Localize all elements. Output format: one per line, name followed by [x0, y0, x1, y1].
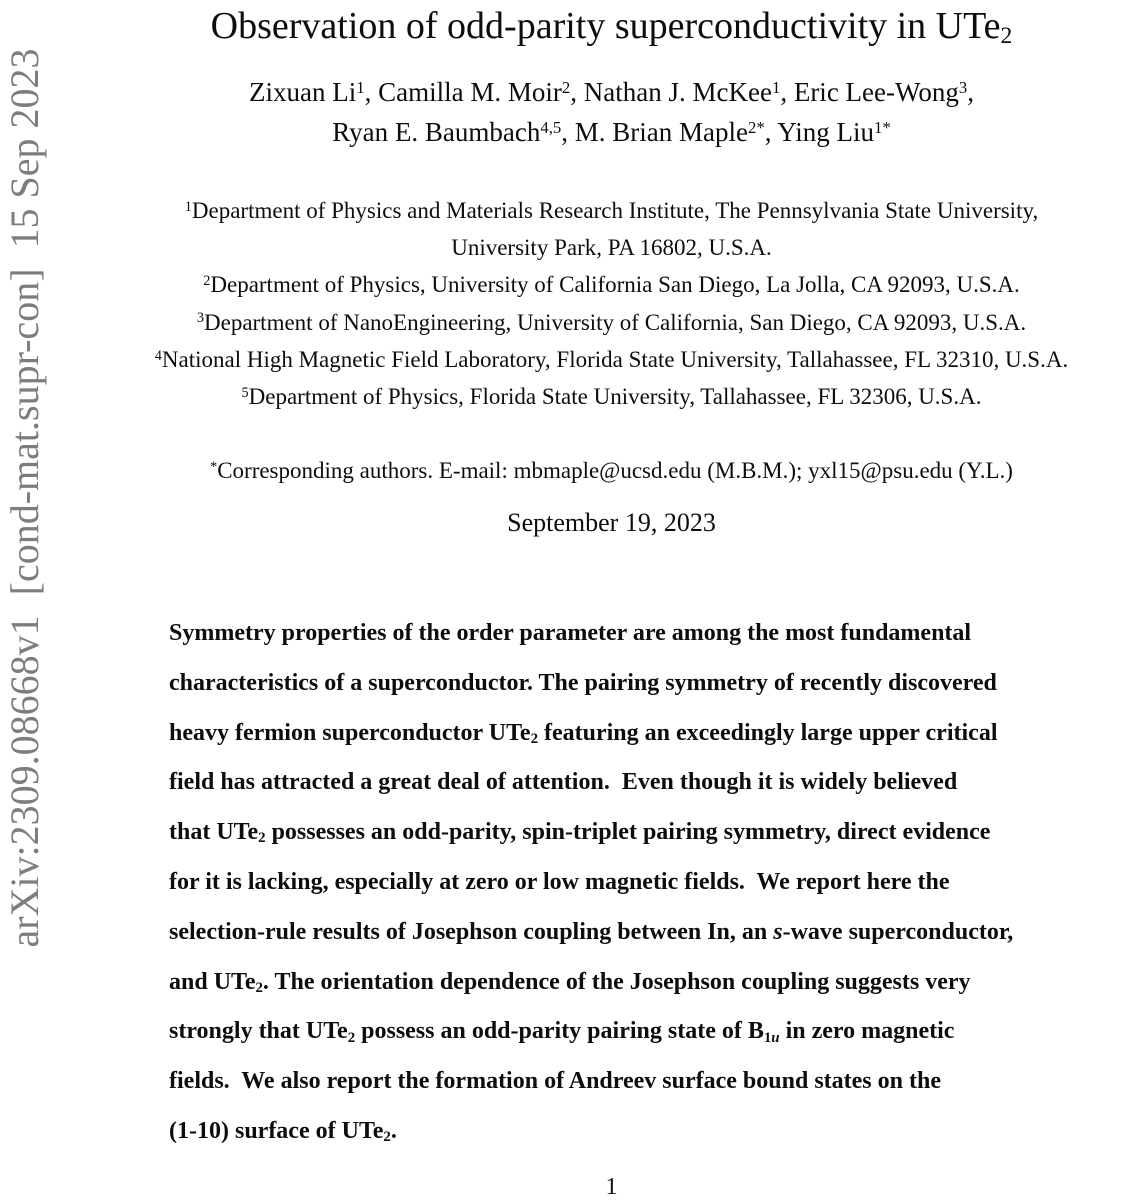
- paper-content: [100, 0, 1123, 1200]
- affiliation-line-5: $^5$Department of Physics, Florida State University, Tallahassee, FL 32306, U.S.A.: [241, 384, 982, 410]
- abstract-line: and UTe2. The orientation dependence of the Josephson coupling suggests very: [169, 968, 971, 996]
- abstract-line: strongly that UTe2 possess an odd-parity pairing state of B1u in zero magnetic: [169, 1018, 955, 1046]
- abstract-line: characteristics of a superconductor. The pairing symmetry of recently discovered: [169, 669, 997, 696]
- affiliation-line-3: $^3$Department of NanoEngineering, University of California, San Diego, CA 92093, U.S.A.: [196, 309, 1027, 335]
- affiliation-line-2: $^2$Department of Physics, University of California San Diego, La Jolla, CA 92093, U.S.A.: [203, 272, 1020, 298]
- abstract-line: for it is lacking, especially at zero or low magnetic fields. We report here the: [169, 868, 950, 895]
- abstract-line: heavy fermion superconductor UTe2 featuring an exceedingly large upper critical: [169, 719, 998, 747]
- abstract-line: selection-rule results of Josephson coupling between In, an s-wave superconductor,: [169, 918, 1014, 945]
- paper-title: Observation of odd-parity superconductivity in UTe2: [210, 5, 1013, 50]
- abstract-line: Symmetry properties of the order parameter are among the most fundamental: [169, 620, 972, 646]
- corresponding-authors-note: *Corresponding authors. E-mail: mbmaple@ucsd.edu (M.B.M.); yxl15@psu.edu (Y.L.): [210, 458, 1013, 483]
- arxiv-stamp: arXiv:2309.08668v1 [cond-mat.supr-con] 15 Sep 2023: [2, 48, 47, 948]
- author-list: [100, 72, 1123, 152]
- abstract-line: field has attracted a great deal of attention. Even though it is widely believed: [169, 769, 958, 796]
- affiliation-line-4: $^4$National High Magnetic Field Laboratory, Florida State University, Tallahassee, FL 32310, U.S.A.: [154, 346, 1069, 372]
- affiliation-line-1a: $^1$Department of Physics and Materials Research Institute, The Pennsylvania State University,: [184, 198, 1039, 223]
- authors-line-2: Ryan E. Baumbach$^{4,5}$, M. Brian Maple$^{2*}$, Ying Liu$^{1*}$: [332, 117, 891, 147]
- affiliation-line-1b: University Park, PA 16802, U.S.A.: [451, 235, 772, 261]
- authors-line-1: Zixuan Li$^1$, Camilla M. Moir$^2$, Nathan J. McKee$^1$, Eric Lee-Wong$^3$,: [249, 77, 974, 107]
- affiliations: [100, 192, 1123, 415]
- abstract-line: that UTe2 possesses an odd-parity, spin-triplet pairing symmetry, direct evidence: [169, 819, 991, 847]
- paper-date: September 19, 2023: [507, 508, 716, 537]
- abstract-line: fields. We also report the formation of Andreev surface bound states on the: [169, 1068, 941, 1095]
- abstract: [169, 609, 1059, 1157]
- page-number: 1: [605, 1174, 618, 1200]
- abstract-line: (1-10) surface of UTe2.: [169, 1117, 397, 1146]
